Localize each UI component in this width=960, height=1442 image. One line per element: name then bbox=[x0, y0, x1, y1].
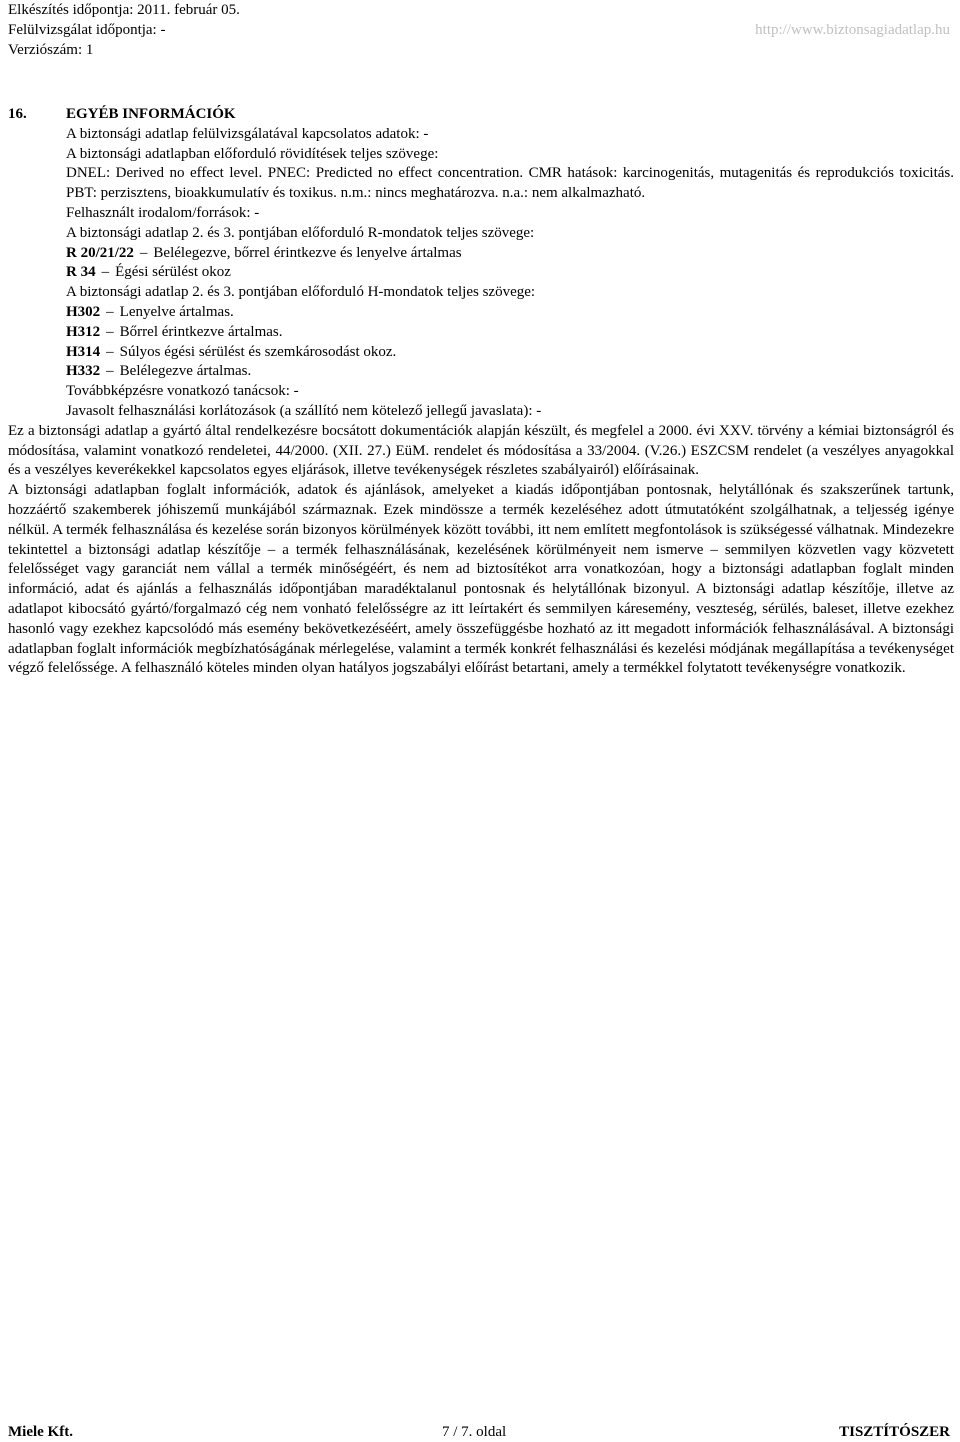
version-number: Verziószám: 1 bbox=[8, 42, 94, 58]
training-advice-line: Továbbképzésre vonatkozó tanácsok: - bbox=[66, 383, 299, 400]
references-line: Felhasznált irodalom/források: - bbox=[66, 204, 260, 221]
h-phrase-item: H302 – Lenyelve ártalmas. bbox=[66, 303, 234, 320]
r-phrase-code: R 20/21/22 bbox=[66, 244, 134, 261]
h-phrase-code: H302 bbox=[66, 303, 101, 320]
h-phrase-item: H332 – Belélegezve ártalmas. bbox=[66, 363, 252, 380]
r-phrase-item: R 20/21/22 – Belélegezve, bőrrel érintkezve és lenyelve ártalmas bbox=[66, 244, 462, 261]
h-phrase-code: H332 bbox=[66, 363, 101, 380]
creation-date: Elkészítés időpontja: 2011. február 05. bbox=[8, 2, 240, 18]
document-header bbox=[8, 0, 240, 60]
section-body bbox=[66, 125, 954, 422]
website-url[interactable]: http://www.biztonsagiadatlap.hu bbox=[755, 22, 950, 38]
h-phrase-text: Bőrrel érintkezve ártalmas. bbox=[119, 323, 283, 340]
usage-restrictions-line: Javasolt felhasználási korlátozások (a szállító nem kötelező jellegű javaslata): - bbox=[66, 402, 542, 419]
section-16 bbox=[8, 105, 954, 679]
abbreviations-text: DNEL: Derived no effect level. PNEC: Predicted no effect concentration. CMR hatások: karcinogenitás, mutagenitás és reprodukciós toxicitás. PBT: perzisztens, bioakkumulatív és toxikus. n.m.: nincs meghatározva. n.a.: nem alkalmazható. bbox=[66, 165, 954, 202]
revision-data-line: A biztonsági adatlap felülvizsgálatával kapcsolatos adatok: - bbox=[66, 125, 429, 142]
disclaimer-paragraph: A biztonsági adatlapban foglalt információk, adatok és ajánlások, amelyeket a kiadás időpontjában pontosnak, helytállónak és szakszerűnek tartunk, hozzáértő szakemberek jóhiszemű munkájából származnak. Ezek mindössze a termék kezeléséhez adott útmutatóként szolgálhatnak, a teljesség igénye nélkül. A termék felhasználása és kezelése során bizonyos körülmények között további, itt nem említett megfontolások is szükségessé válhatnak. Mindezekre tekintettel a biztonsági adatlap készítője – a termék felhasználásának, kezelésének körülményeit nem ismerve – semmilyen közvetlen vagy közvetett felelősséget vagy garanciát nem vállal a termék minőségéért, és nem ad biztosítékot arra vonatkozóan, hogy a biztonsági adatlapban foglalt minden információ, adat és ajánlás a felhasználás időpontjában maradéktalanul pontosnak és helytállónak bizonyul. A biztonsági adatlap készítője, illetve az adatlapot kibocsátó gyártó/forgalmazó cég nem vonható felelősségre az itt leírtakért és semmilyen káresemény, veszteség, sérülés, baleset, illetve ezekhez hasonló vagy ezekhez kapcsolódó más esemény bekövetkezéséért, amely összefüggésbe hozható az itt megadott információk felhasználásával. A biztonsági adatlapban foglalt információk megbízhatóságának mérlegelése, valamint a termék konkrét felhasználási és kezelési módjának megállapítása a tevékenységet végző felelőssége. A felhasználó köteles minden olyan hatályos jogszabályi előírást betartani, amely a termékkel folytatott tevékenységre vonatkozik. bbox=[8, 482, 954, 677]
h-phrase-item: H312 – Bőrrel érintkezve ártalmas. bbox=[66, 323, 283, 340]
revision-date: Felülvizsgálat időpontja: - bbox=[8, 22, 166, 38]
abbreviations-heading: A biztonsági adatlapban előforduló rövidítések teljes szövege: bbox=[66, 145, 439, 162]
footer-company: Miele Kft. bbox=[8, 1424, 73, 1440]
r-phrase-text: Égési sérülést okoz bbox=[115, 264, 231, 281]
h-phrase-code: H312 bbox=[66, 323, 101, 340]
h-phrase-code: H314 bbox=[66, 343, 101, 360]
h-phrase-text: Súlyos égési sérülést és szemkárosodást okoz. bbox=[119, 343, 397, 360]
footer-product: TISZTÍTÓSZER bbox=[839, 1424, 950, 1440]
r-phrase-text: Belélegezve, bőrrel érintkezve és lenyelve ártalmas bbox=[153, 244, 462, 261]
h-phrases-heading: A biztonsági adatlap 2. és 3. pontjában előforduló H-mondatok teljes szövege: bbox=[66, 284, 536, 301]
legal-basis-paragraph: Ez a biztonsági adatlap a gyártó által rendelkezésre bocsátott dokumentációk alapján készült, és megfelel a 2000. évi XXV. törvény a kémiai biztonságról és módosítása, valamint vonatkozó rendeletei, 44/2000. (XII. 27.) EüM. rendelet és módosítása a 33/2004. (V.26.) ESZCSM rendelet (a veszélyes anyagokkal és a veszélyes keverékekkel kapcsolatos egyes eljárások, illetve tevékenységek részletes szabályairól) előírásainak. bbox=[8, 422, 954, 479]
section-heading bbox=[8, 105, 954, 125]
section-title: EGYÉB INFORMÁCIÓK bbox=[66, 106, 236, 122]
r-phrase-code: R 34 bbox=[66, 264, 96, 281]
r-phrase-item: R 34 – Égési sérülést okoz bbox=[66, 264, 231, 281]
h-phrase-text: Lenyelve ártalmas. bbox=[119, 303, 234, 320]
footer-page-number: 7 / 7. oldal bbox=[442, 1424, 507, 1440]
section-number: 16. bbox=[8, 106, 27, 122]
h-phrase-text: Belélegezve ártalmas. bbox=[119, 363, 252, 380]
r-phrases-heading: A biztonsági adatlap 2. és 3. pontjában előforduló R-mondatok teljes szövege: bbox=[66, 224, 535, 241]
h-phrase-item: H314 – Súlyos égési sérülést és szemkárosodást okoz. bbox=[66, 343, 397, 360]
